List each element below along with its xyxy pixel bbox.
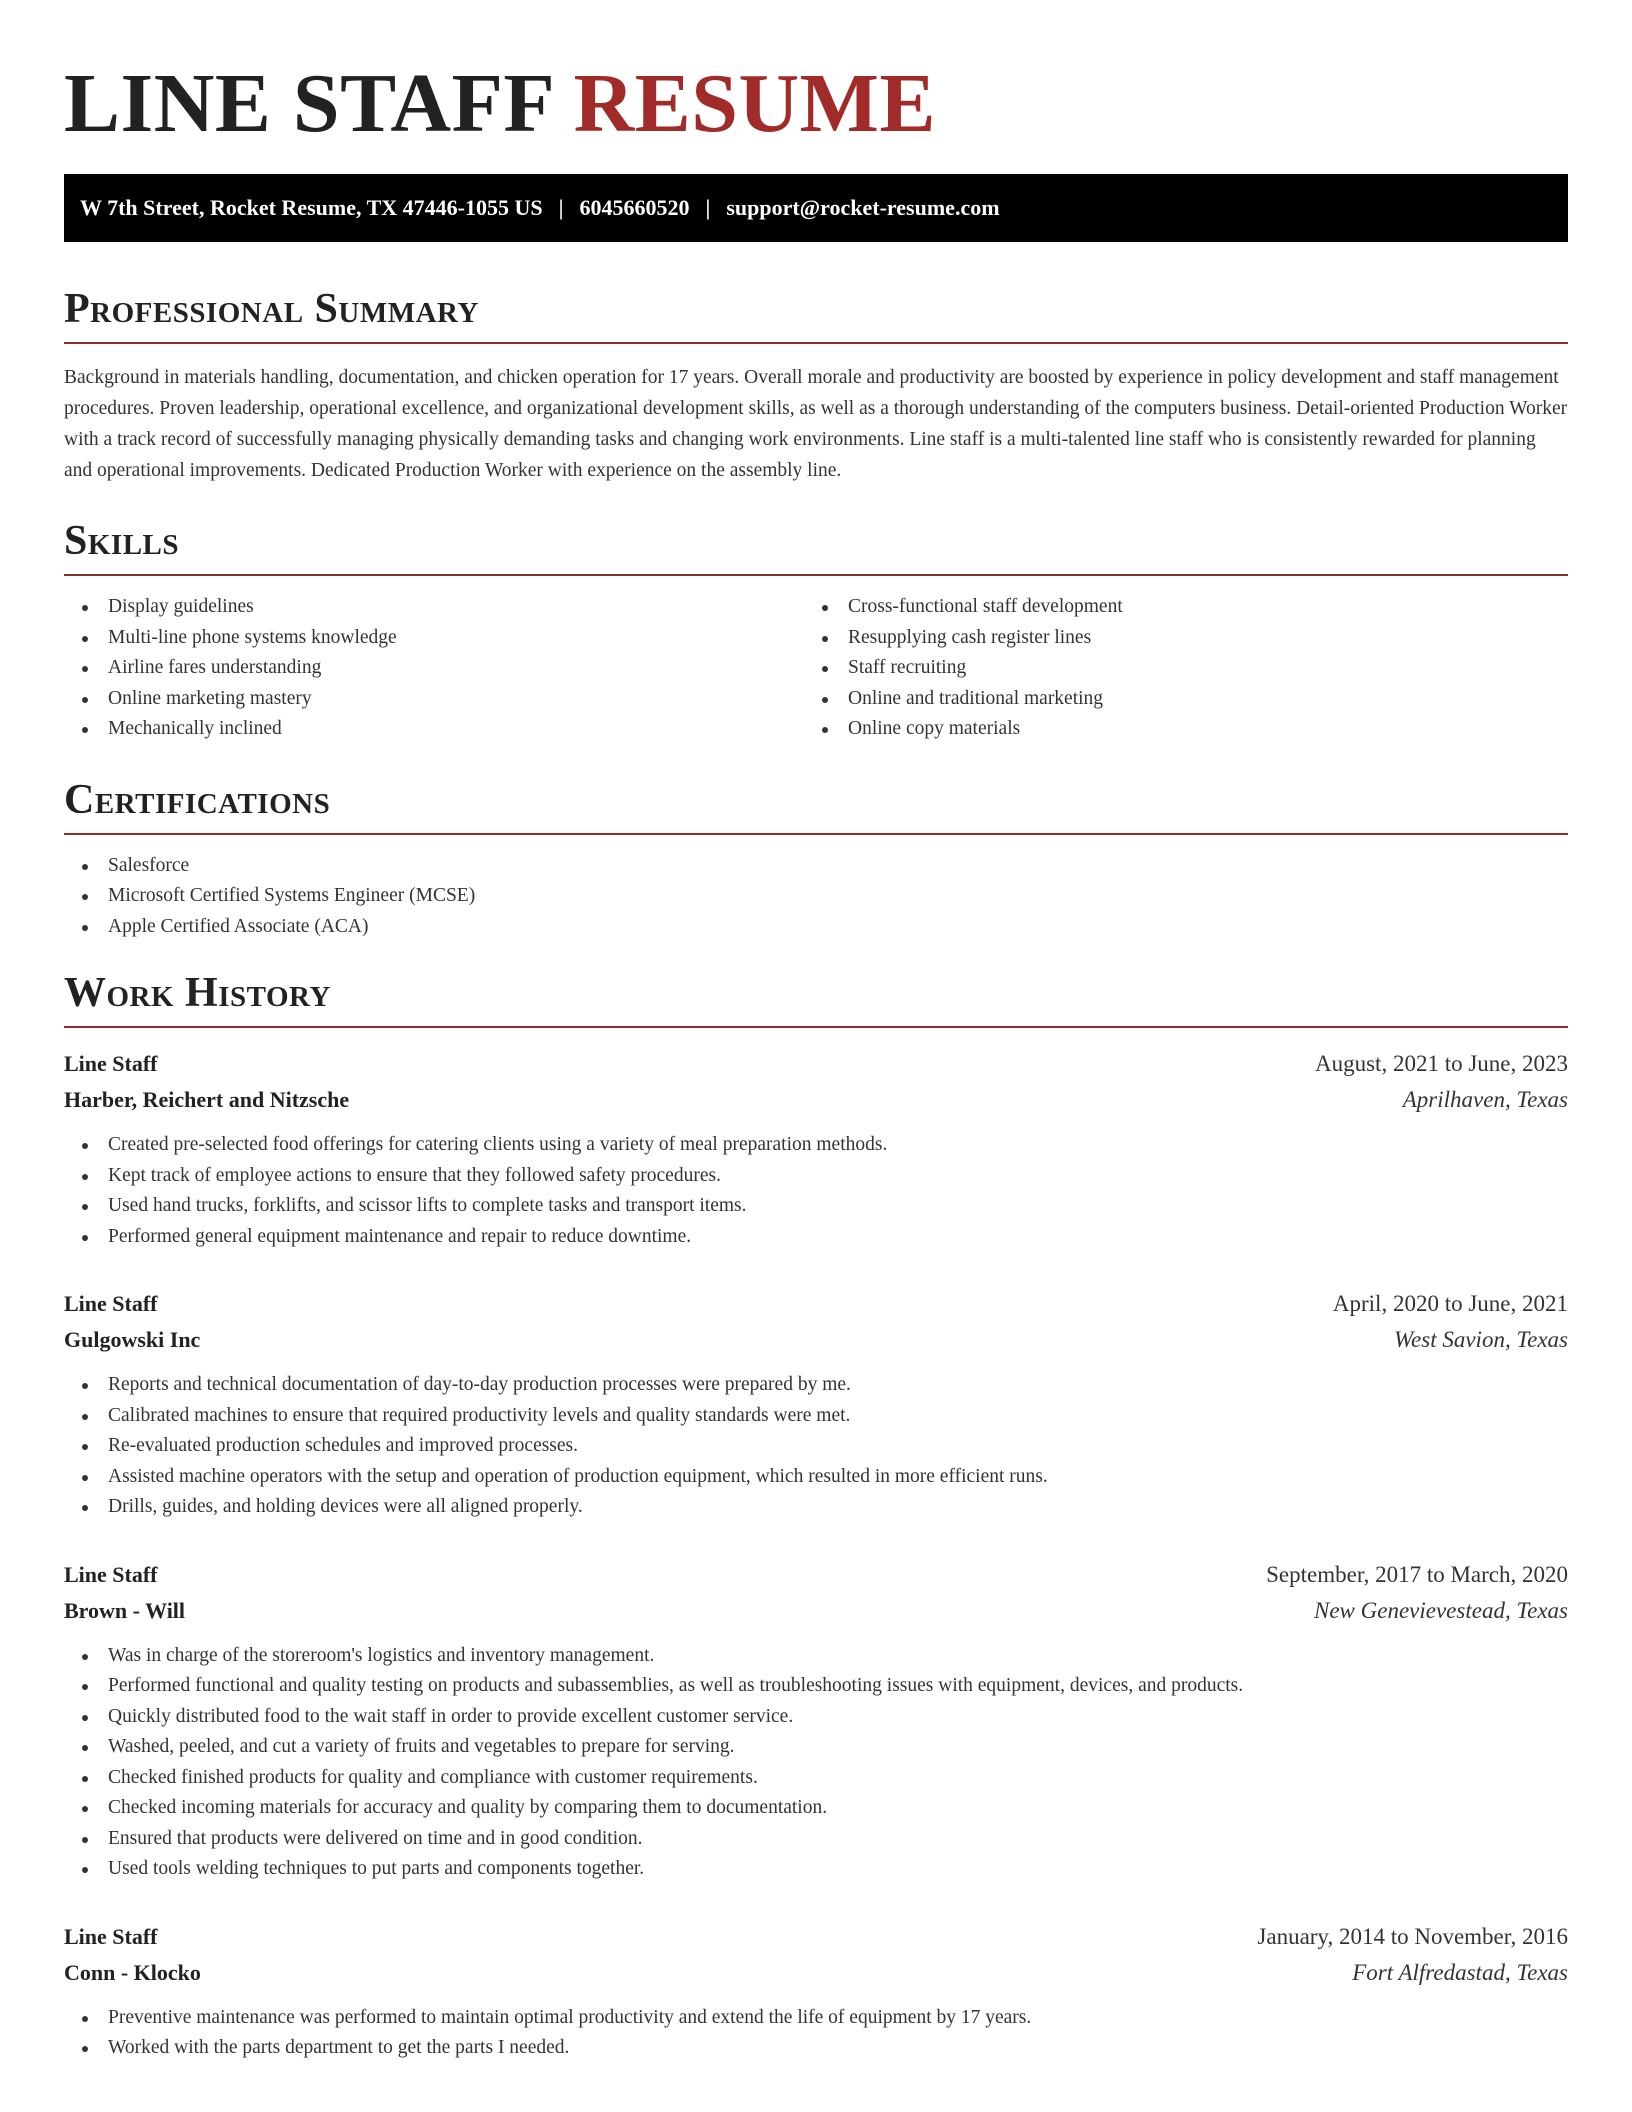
job-header bbox=[64, 1046, 1568, 1082]
skills-list-right bbox=[804, 592, 1544, 745]
skill-item: Airline fares understanding bbox=[64, 653, 804, 684]
job-company: Gulgowski Inc bbox=[64, 1327, 201, 1352]
job-entry bbox=[64, 1046, 1568, 1252]
summary-heading: Professional Summary bbox=[64, 286, 479, 332]
job-duty: Re-evaluated production schedules and improved processes. bbox=[64, 1431, 1568, 1462]
job-company: Brown - Will bbox=[64, 1597, 186, 1623]
job-location: Fort Alfredastad, Texas bbox=[1352, 1959, 1568, 1985]
job-duty: Used tools welding techniques to put parts and components together. bbox=[64, 1854, 1568, 1885]
job-duty: Washed, peeled, and cut a variety of fruits and vegetables to prepare for serving. bbox=[64, 1732, 1568, 1763]
skills-heading: Skills bbox=[64, 518, 180, 564]
certifications-list bbox=[64, 851, 1568, 943]
job-header bbox=[64, 1286, 1568, 1322]
job-entry bbox=[64, 1919, 1568, 2064]
certification-item: Salesforce bbox=[64, 851, 1568, 882]
job-duty: Drills, guides, and holding devices were all aligned properly. bbox=[64, 1492, 1568, 1523]
work-history-section bbox=[64, 968, 1568, 2064]
job-duty: Quickly distributed food to the wait staff in order to provide excellent customer service. bbox=[64, 1702, 1568, 1733]
job-dates: January, 2014 to November, 2016 bbox=[1257, 1923, 1568, 1949]
job-entry bbox=[64, 1286, 1568, 1523]
job-duty: Assisted machine operators with the setup and operation of production equipment, which resulted in more efficient runs. bbox=[64, 1462, 1568, 1493]
job-duty: Checked incoming materials for accuracy and quality by comparing them to documentation. bbox=[64, 1793, 1568, 1824]
skill-item: Online and traditional marketing bbox=[804, 684, 1544, 715]
job-title: Line Staff bbox=[64, 1051, 158, 1076]
job-duty: Performed functional and quality testing on products and subassemblies, as well as troubleshooting issues with equipment, devices, and products. bbox=[64, 1671, 1568, 1702]
job-subheader bbox=[64, 1593, 1568, 1629]
skills-list-left bbox=[64, 592, 804, 745]
work-history-heading: Work History bbox=[64, 970, 331, 1016]
summary-section bbox=[64, 284, 1568, 486]
skill-item: Display guidelines bbox=[64, 592, 804, 623]
skill-item: Resupplying cash register lines bbox=[804, 623, 1544, 654]
job-duty: Used hand trucks, forklifts, and scissor lifts to complete tasks and transport items. bbox=[64, 1191, 1568, 1222]
skills-section bbox=[64, 516, 1568, 745]
skill-item: Online marketing mastery bbox=[64, 684, 804, 715]
contact-separator: | bbox=[558, 195, 564, 220]
job-duty: Worked with the parts department to get the parts I needed. bbox=[64, 2033, 1568, 2064]
job-location: West Savion, Texas bbox=[1394, 1327, 1568, 1352]
contact-email[interactable]: support@rocket-resume.com bbox=[726, 195, 1000, 220]
contact-phone[interactable]: 6045660520 bbox=[579, 195, 690, 220]
job-dates: August, 2021 to June, 2023 bbox=[1315, 1051, 1568, 1076]
job-company: Harber, Reichert and Nitzsche bbox=[64, 1087, 350, 1112]
job-duty: Created pre-selected food offerings for catering clients using a variety of meal preparation methods. bbox=[64, 1130, 1568, 1161]
job-duty: Calibrated machines to ensure that required productivity levels and quality standards were met. bbox=[64, 1401, 1568, 1432]
skill-item: Cross-functional staff development bbox=[804, 592, 1544, 623]
job-title: Line Staff bbox=[64, 1923, 158, 1949]
job-duties bbox=[64, 1370, 1568, 1523]
contact-separator: | bbox=[705, 195, 711, 220]
resume-title bbox=[64, 0, 1568, 150]
certifications-section bbox=[64, 775, 1568, 943]
job-duties bbox=[64, 1641, 1568, 1885]
job-dates: April, 2020 to June, 2021 bbox=[1332, 1291, 1568, 1316]
job-header bbox=[64, 1557, 1568, 1593]
job-company: Conn - Klocko bbox=[64, 1959, 201, 1985]
section-divider bbox=[64, 574, 1568, 576]
skills-grid bbox=[64, 592, 1568, 745]
job-duty: Preventive maintenance was performed to maintain optimal productivity and extend the life of equipment by 17 years. bbox=[64, 2003, 1568, 2034]
job-subheader bbox=[64, 1322, 1568, 1358]
title-accent: RESUME bbox=[573, 57, 936, 150]
contact-bar bbox=[64, 174, 1568, 242]
certification-item: Microsoft Certified Systems Engineer (MCSE) bbox=[64, 881, 1568, 912]
section-divider bbox=[64, 1026, 1568, 1028]
job-subheader bbox=[64, 1082, 1568, 1118]
job-duty: Kept track of employee actions to ensure that they followed safety procedures. bbox=[64, 1161, 1568, 1192]
job-header bbox=[64, 1919, 1568, 1955]
summary-text: Background in materials handling, documentation, and chicken operation for 17 years. Overall morale and productivity are boosted by experience in policy development and staff management procedures. Proven leadership, operational excellence, and organizational development skills, as well as a thorough understanding of the computers business. Detail-oriented Production Worker with a track record of successfully managing physically demanding tasks and changing work environments. Line staff is a multi-talented line staff who is consistently rewarded for planning and operational improvements. Dedicated Production Worker with experience on the assembly line. bbox=[64, 367, 1568, 481]
skill-item: Online copy materials bbox=[804, 714, 1544, 745]
skill-item: Mechanically inclined bbox=[64, 714, 804, 745]
skill-item: Multi-line phone systems knowledge bbox=[64, 623, 804, 654]
job-duties bbox=[64, 2003, 1568, 2064]
job-duty: Ensured that products were delivered on time and in good condition. bbox=[64, 1824, 1568, 1855]
job-duties bbox=[64, 1130, 1568, 1252]
job-location: Aprilhaven, Texas bbox=[1402, 1087, 1568, 1112]
job-subheader bbox=[64, 1955, 1568, 1991]
certification-item: Apple Certified Associate (ACA) bbox=[64, 912, 1568, 943]
job-entry bbox=[64, 1557, 1568, 1885]
skill-item: Staff recruiting bbox=[804, 653, 1544, 684]
title-main: LINE STAFF bbox=[64, 57, 553, 150]
section-divider bbox=[64, 833, 1568, 835]
job-duty: Checked finished products for quality and compliance with customer requirements. bbox=[64, 1763, 1568, 1794]
job-duty: Performed general equipment maintenance and repair to reduce downtime. bbox=[64, 1222, 1568, 1253]
job-duty: Was in charge of the storeroom's logistics and inventory management. bbox=[64, 1641, 1568, 1672]
contact-address: W 7th Street, Rocket Resume, TX 47446-1055 US bbox=[80, 195, 543, 220]
job-title: Line Staff bbox=[64, 1561, 158, 1587]
certifications-heading: Certifications bbox=[64, 776, 331, 823]
job-dates: September, 2017 to March, 2020 bbox=[1266, 1561, 1568, 1587]
section-divider bbox=[64, 342, 1568, 344]
job-duty: Reports and technical documentation of day-to-day production processes were prepared by me. bbox=[64, 1370, 1568, 1401]
job-title: Line Staff bbox=[64, 1291, 158, 1316]
job-location: New Genevievestead, Texas bbox=[1314, 1597, 1568, 1623]
